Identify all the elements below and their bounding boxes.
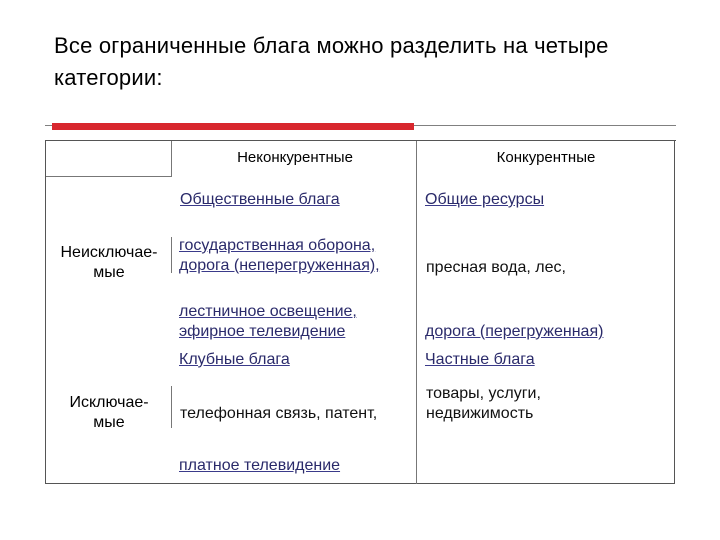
- public-goods-link[interactable]: Общественные блага: [180, 191, 340, 208]
- grid-line: [416, 141, 417, 484]
- public-goods-more-examples-link[interactable]: лестничное освещение, эфирное телевидение: [179, 303, 357, 340]
- row-header-non-excludable: Неисключае- мые: [60, 244, 158, 281]
- slide-title-line-2: категории:: [54, 65, 163, 90]
- common-resources-link[interactable]: Общие ресурсы: [425, 191, 545, 208]
- slide-title-line-1: Все ограниченные блага можно разделить на четыре: [54, 33, 609, 58]
- row-header-excludable: Исключае- мые: [69, 394, 149, 431]
- column-header-rival: Конкурентные: [496, 149, 596, 166]
- pay-tv-link[interactable]: платное телевидение: [179, 457, 341, 474]
- common-resources-examples: пресная вода, лес,: [426, 259, 566, 276]
- club-goods-link[interactable]: Клубные блага: [179, 351, 290, 368]
- private-goods-link[interactable]: Частные блага: [425, 351, 535, 368]
- grid-line: [46, 176, 171, 177]
- accent-bar: [52, 123, 414, 130]
- table-top-border: [45, 140, 676, 141]
- congested-road-link[interactable]: дорога (перегруженная): [425, 323, 604, 340]
- slide-title: [54, 30, 694, 94]
- private-goods-examples: товары, услуги, недвижимость: [426, 385, 541, 422]
- club-goods-examples: телефонная связь, патент,: [180, 405, 378, 422]
- column-header-nonrival: Неконкурентные: [237, 149, 353, 166]
- public-goods-examples-link[interactable]: государственная оборона, дорога (неперегруженная),: [179, 237, 380, 274]
- grid-line: [171, 141, 172, 177]
